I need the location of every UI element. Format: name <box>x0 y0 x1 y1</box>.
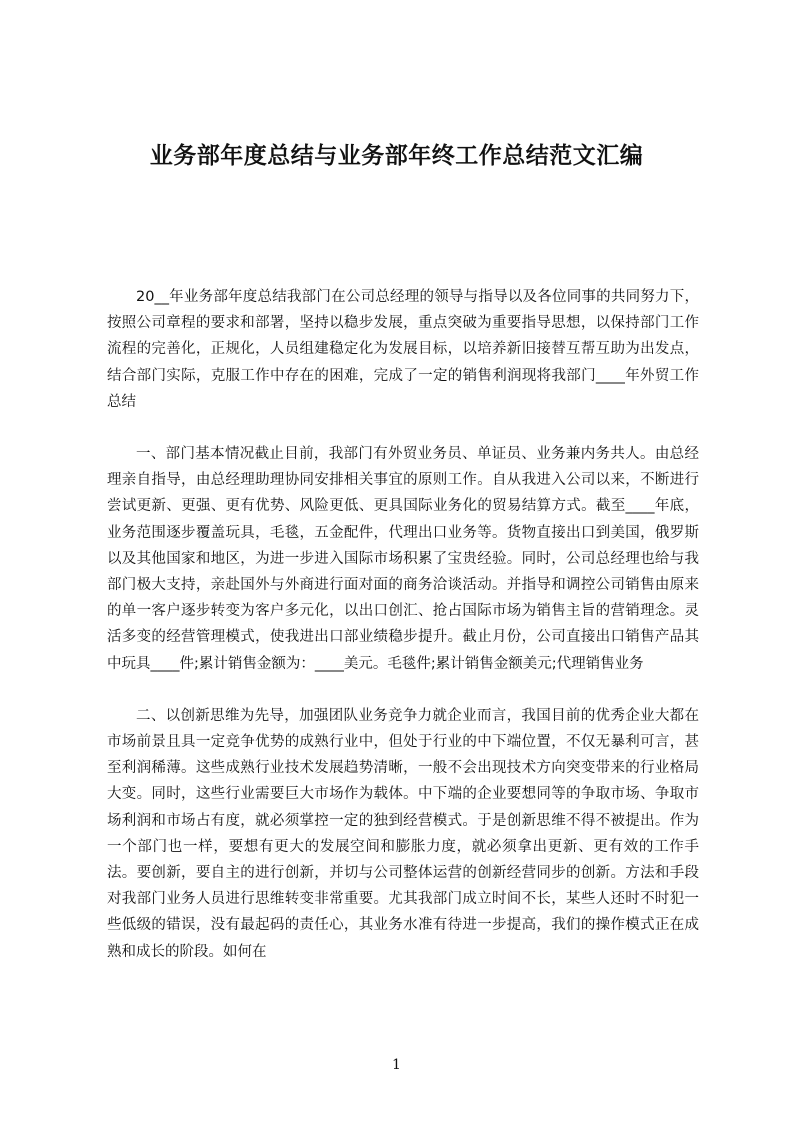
document-body <box>107 284 699 991</box>
paragraph-intro: 20__年业务部年度总结我部门在公司总经理的领导与指导以及各位同事的共同努力下，按照公司章程的要求和部署，坚持以稳步发展，重点突破为重要指导思想，以保持部门工作流程的完善化，正规化，人员组建稳定化为发展目标，以培养新旧接替互帮互助为出发点，结合部门实际，克服工作中存在的困难，完成了一定的销售利润现将我部门____年外贸工作总结 <box>107 289 699 410</box>
paragraph-section-1: 一、部门基本情况截止目前，我部门有外贸业务员、单证员、业务兼内务共人。由总经理亲自指导，由总经理助理协同安排相关事宜的原则工作。自从我进入公司以来，不断进行尝试更新、更强、更有优势、风险更低、更具国际业务化的贸易结算方式。截至____年底，业务范围逐步覆盖玩具，毛毯，五金配件，代理出口业务等。货物直接出口到美国，俄罗斯以及其他国家和地区，为进一步进入国际市场积累了宝贵经验。同时，公司总经理也给与我部门极大支持，亲赴国外与外商进行面对面的商务洽谈活动。并指导和调控公司销售由原来的单一客户逐步转变为客户多元化，以出口创汇、抢占国际市场为销售主旨的营销理念。灵活多变的经营管理模式，使我进出口部业绩稳步提升。截止月份，公司直接出口销售产品其中玩具____件;累计销售金额为：____美元。毛毯件;累计销售金额美元;代理销售业务 <box>107 446 699 672</box>
paragraph-section-2: 二、以创新思维为先导，加强团队业务竞争力就企业而言，我国目前的优秀企业大都在市场前景且具一定竞争优势的成熟行业中，但处于行业的中下端位置，不仅无暴利可言，甚至利润稀薄。这些成熟行业技术发展趋势清晰，一般不会出现技术方向突变带来的行业格局大变。同时，这些行业需要巨大市场作为载体。中下端的企业要想同等的争取市场、争取市场利润和市场占有度，就必须掌控一定的独到经营模式。于是创新思维不得不被提出。作为一个部门也一样，要想有更大的发展空间和膨胀力度，就必须拿出更新、更有效的工作手法。要创新，要自主的进行创新，并切与公司整体运营的创新经营同步的创新。方法和手段对我部门业务人员进行思维转变非常重要。尤其我部门成立时间不长，某些人还时不时犯一些低级的错误，没有最起码的责任心，其业务水准有待进一步提高，我们的操作模式正在成熟和成长的阶段。如何在 <box>107 707 699 960</box>
page-number: 1 <box>392 1057 401 1073</box>
document-title: 业务部年度总结与业务部年终工作总结范文汇编 <box>149 143 644 169</box>
